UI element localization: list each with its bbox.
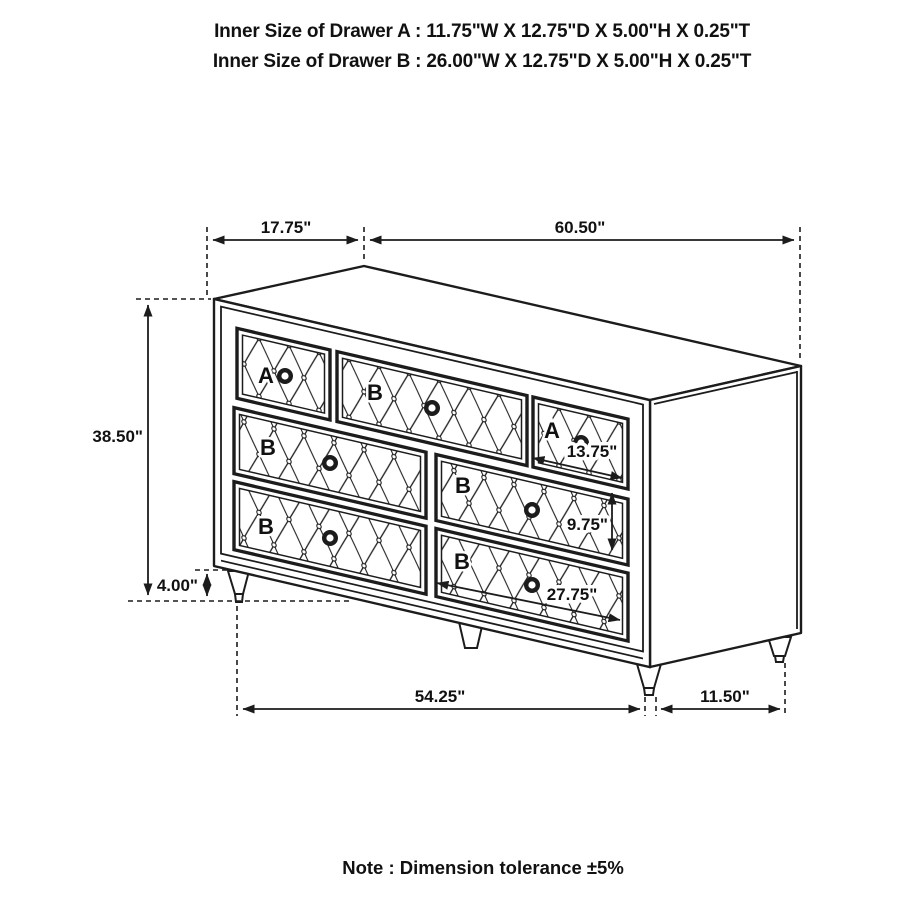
front-left-leg [228,571,249,602]
dim-top-depth-label: 17.75" [260,218,312,237]
knob-bottom-left [324,532,336,544]
knob-top-middle [426,402,438,414]
dim-leg-height [157,570,230,596]
label-drawer-middle-right: B [455,473,471,498]
dim-drawer-b-inner-width-label: 27.75" [546,585,598,604]
drawer-b-inner-size-text: Inner Size of Drawer B : 26.00"W X 12.75"D X 5.00"H X 0.25"T [212,51,752,72]
dim-base-side-depth [661,663,785,716]
label-drawer-top-left: A [258,363,274,388]
label-drawer-bottom-left: B [258,514,274,539]
knob-top-left [279,370,291,382]
label-drawer-bottom-right: B [454,549,470,574]
dim-drawer-a-inner-width-label: 13.75" [566,442,618,461]
label-drawer-top-middle: B [367,380,383,405]
knob-middle-right [526,504,538,516]
label-drawer-top-right: A [544,418,560,443]
dim-drawer-b-inner-height-label: 9.75" [566,515,608,534]
drawer-a-inner-size-text: Inner Size of Drawer A : 11.75"W X 12.75"D X 5.00"H X 0.25"T [214,21,750,42]
label-drawer-middle-left: B [260,435,276,460]
dresser-drawing [214,266,801,695]
dim-base-front-width-label: 54.25" [414,687,466,706]
dim-leg-height-label: 4.00" [156,576,198,595]
dim-top-width-label: 60.50" [554,218,606,237]
dim-overall-height-label: 38.50" [92,427,143,446]
knob-middle-left [324,457,336,469]
dresser-right-face [650,366,801,667]
tolerance-note: Note : Dimension tolerance ±5% [342,857,624,878]
front-right-leg [637,664,661,695]
knob-bottom-right [526,579,538,591]
dim-base-side-depth-label: 11.50" [700,687,750,706]
